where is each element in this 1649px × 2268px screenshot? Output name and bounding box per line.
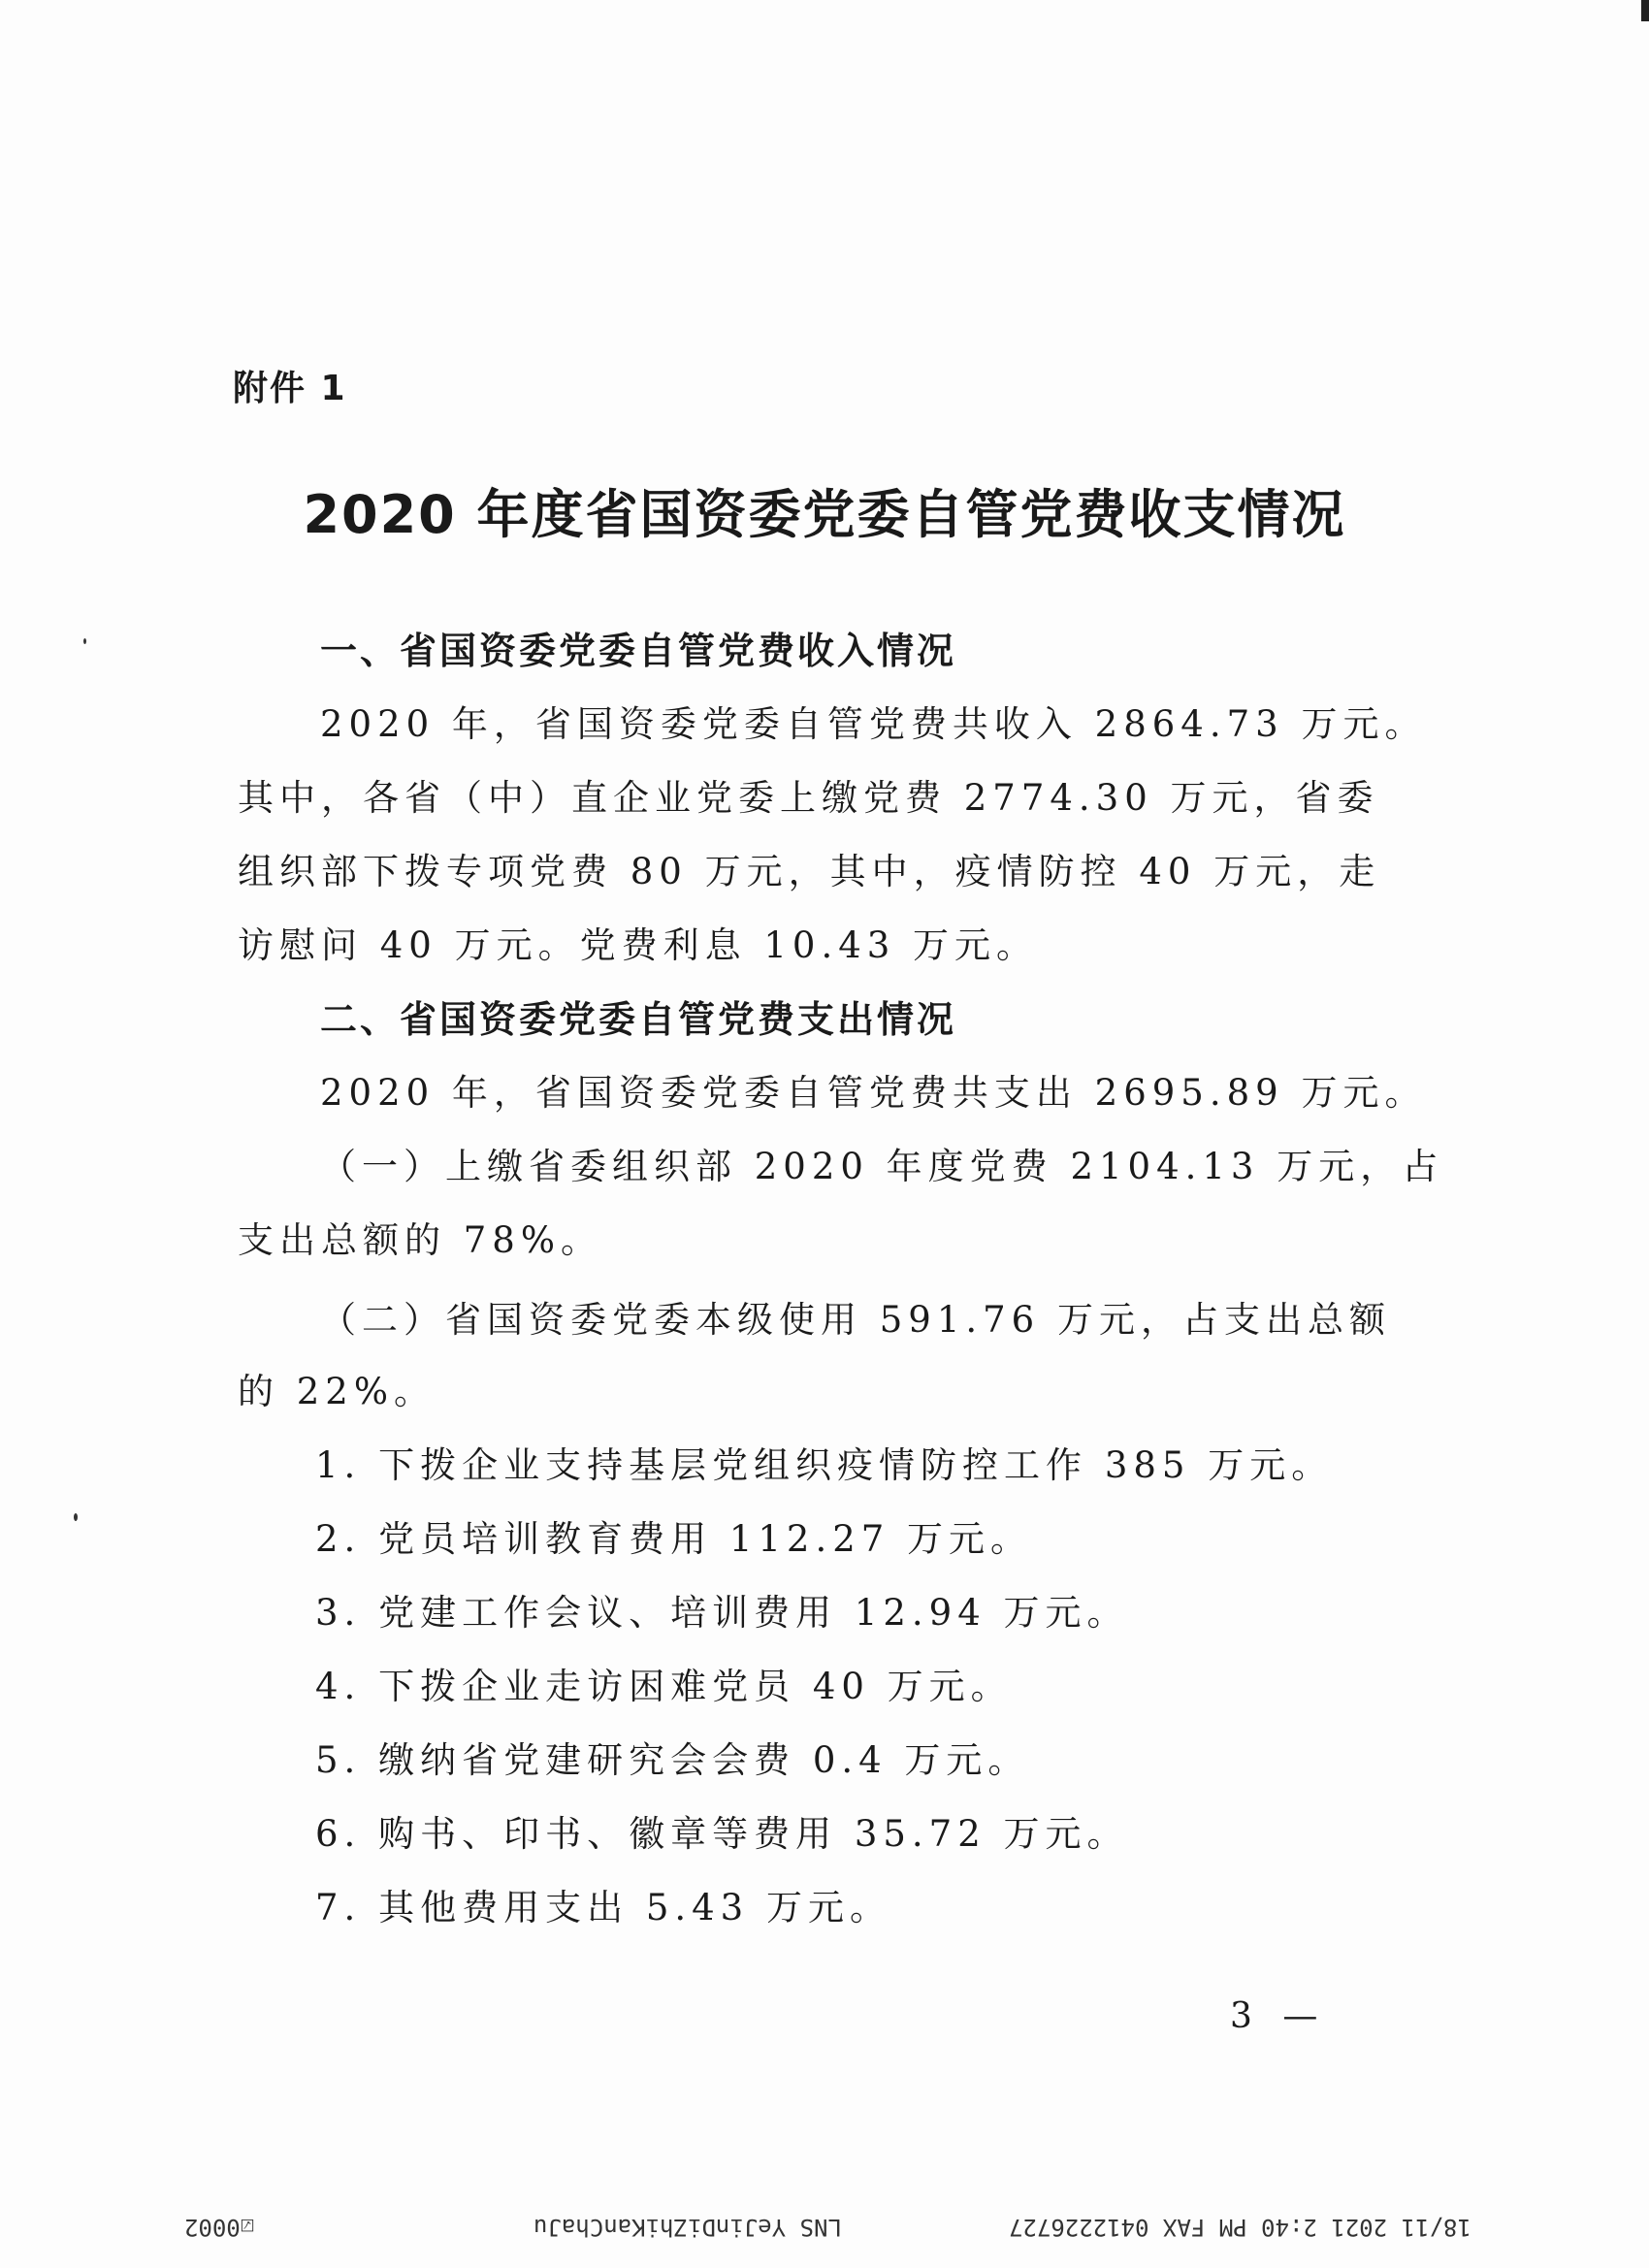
expense-item: 4. 下拨企业走访困难党员 40 万元。	[315, 1666, 1013, 1707]
expense-item: 5. 缴纳省党建研究会会费 0.4 万元。	[315, 1739, 1030, 1781]
paragraph-line: 组织部下拨专项党费 80 万元，其中，疫情防控 40 万元，走	[238, 851, 1381, 892]
paragraph-line: 其中，各省（中）直企业党委上缴党费 2774.30 万元，省委	[238, 777, 1379, 819]
expense-item: 6. 购书、印书、徽章等费用 35.72 万元。	[315, 1813, 1129, 1855]
scan-speck	[74, 1513, 78, 1521]
paragraph-line: 2020 年，省国资委党委自管党费共支出 2695.89 万元。	[320, 1072, 1427, 1114]
page-number: 3 —	[1230, 1996, 1328, 2036]
fax-timestamp: 18/11 2021 2:40 PM FAX 0412226727	[1009, 2214, 1471, 2241]
fax-sender-id: LNS YeJinDiZhiKanChaJu	[534, 2214, 842, 2241]
paragraph-line: 2020 年，省国资委党委自管党费共收入 2864.73 万元。	[320, 703, 1427, 745]
document-title: 2020 年度省国资委党委自管党费收支情况	[303, 484, 1346, 545]
paragraph-line: （二）省国资委党委本级使用 591.76 万元，占支出总额	[320, 1299, 1391, 1341]
expense-item: 7. 其他费用支出 5.43 万元。	[315, 1887, 891, 1928]
expense-item: 3. 党建工作会议、培训费用 12.94 万元。	[315, 1592, 1129, 1634]
paragraph-line: 访慰问 40 万元。党费利息 10.43 万元。	[238, 924, 1039, 966]
expense-item: 1. 下拨企业支持基层党组织疫情防控工作 385 万元。	[315, 1444, 1334, 1486]
paragraph-line: 的 22%。	[238, 1371, 436, 1412]
section2-heading: 二、省国资委党委自管党费支出情况	[320, 998, 957, 1041]
fax-page-counter: ☑0002	[184, 2214, 255, 2241]
paragraph-line: 支出总额的 78%。	[238, 1219, 602, 1261]
paragraph-line: （一）上缴省委组织部 2020 年度党费 2104.13 万元，占	[320, 1146, 1444, 1187]
scan-speck	[83, 638, 86, 644]
scan-edge-mark	[1641, 0, 1649, 21]
attachment-label: 附件 1	[233, 369, 347, 408]
section1-heading: 一、省国资委党委自管党费收入情况	[320, 630, 957, 672]
expense-item: 2. 党员培训教育费用 112.27 万元。	[315, 1518, 1033, 1560]
